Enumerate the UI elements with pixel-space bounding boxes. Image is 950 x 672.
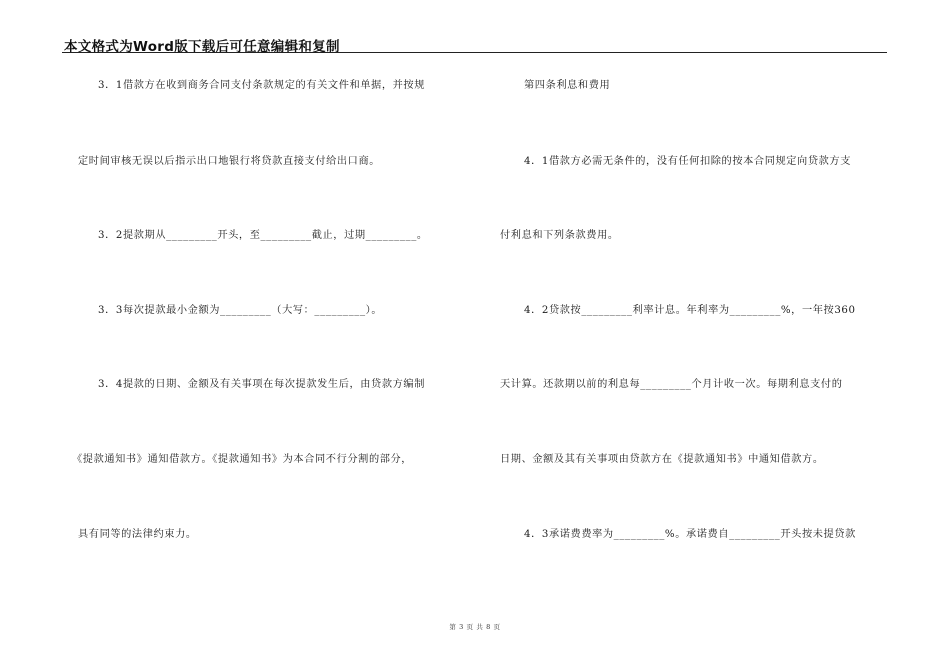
text-line: 天计算。还款期以前的利息每_________个月计收一次。每期利息支付的 [500,379,843,390]
text-line: 具有同等的法律约束力。 [78,529,197,540]
page-number-footer: 第 3 页 共 8 页 [449,623,501,631]
text-line: 4．2贷款按_________利率计息。年利率为_________%，一年按360 [524,305,856,316]
text-line: 日期、金额及其有关事项由贷款方在《提款通知书》中通知借款方。 [500,454,824,465]
text-line: 付利息和下列条款费用。 [500,230,619,241]
text-line: 定时间审核无误以后指示出口地银行将贷款直接支付给出口商。 [78,156,381,167]
text-line: 4．3承诺费费率为_________%。承诺费自_________开头按未提贷款 [524,529,856,540]
text-line: 3．4提款的日期、金额及有关事项在每次提款发生后，由贷款方编制 [98,379,425,390]
text-line: 3．3每次提款最小金额为_________（大写：_________）。 [98,305,383,316]
text-line: 4．1借款方必需无条件的，没有任何扣除的按本合同规定向贷款方支 [524,156,851,167]
text-line: 3．1借款方在收到商务合同支付条款规定的有关文件和单据，并按规 [98,80,425,91]
section-heading: 第四条利息和费用 [524,80,611,91]
page-header-title: 本文格式为Word版下载后可任意编辑和复制 [64,39,340,55]
header-divider [62,52,887,53]
text-line: 《提款通知书》通知借款方。《提款通知书》为本合同不行分割的部分， [72,454,413,465]
text-line: 3．2提款期从_________开头，至_________截止，过期_________。 [98,230,428,241]
